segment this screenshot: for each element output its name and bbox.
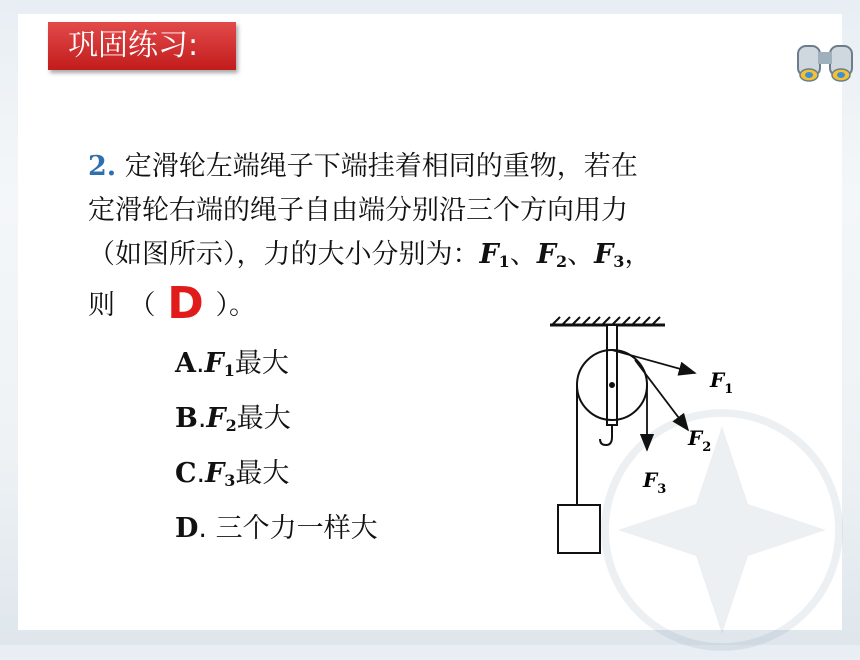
label-f3: $F_3$ bbox=[643, 468, 667, 497]
options-list bbox=[175, 340, 378, 553]
force-f1-arrow bbox=[612, 350, 695, 373]
label-f1: $F_1$ bbox=[710, 368, 734, 397]
option-b[interactable]: $B.F_2$最大 bbox=[175, 403, 291, 435]
var-f1: $F_1$ bbox=[479, 239, 510, 271]
label-f2: $F_2$ bbox=[688, 426, 712, 455]
var-f3: $F_3$ bbox=[594, 239, 625, 271]
pulley-diagram bbox=[540, 305, 760, 565]
question-number: 2 bbox=[88, 151, 107, 182]
pulley-frame bbox=[607, 325, 617, 425]
slide-title: 巩固练习: bbox=[48, 22, 236, 70]
question-line-1: 2. 定滑轮左端绳子下端挂着相同的重物，若在 bbox=[88, 151, 638, 182]
force-f2-arrow bbox=[635, 360, 688, 430]
pulley-axle bbox=[609, 382, 615, 388]
binoculars-icon bbox=[794, 38, 856, 86]
question-line-4: 则 （ D ）。 bbox=[88, 278, 256, 329]
option-a[interactable]: $A.F_1$最大 bbox=[175, 348, 289, 380]
question-text bbox=[88, 145, 788, 328]
pulley-hook bbox=[600, 425, 612, 445]
weight-block bbox=[558, 505, 600, 553]
question-line-3: （如图所示），力的大小分别为：$F_1$、$F_2$、$F_3$， bbox=[88, 239, 652, 271]
answer-mark: D bbox=[167, 278, 204, 329]
question-line-2: 定滑轮右端的绳子自由端分别沿三个方向用力 bbox=[88, 195, 628, 226]
option-c[interactable]: $C.F_3$最大 bbox=[175, 458, 290, 490]
option-d[interactable]: D. 三个力一样大 bbox=[175, 513, 378, 544]
var-f2: $F_2$ bbox=[536, 239, 568, 271]
